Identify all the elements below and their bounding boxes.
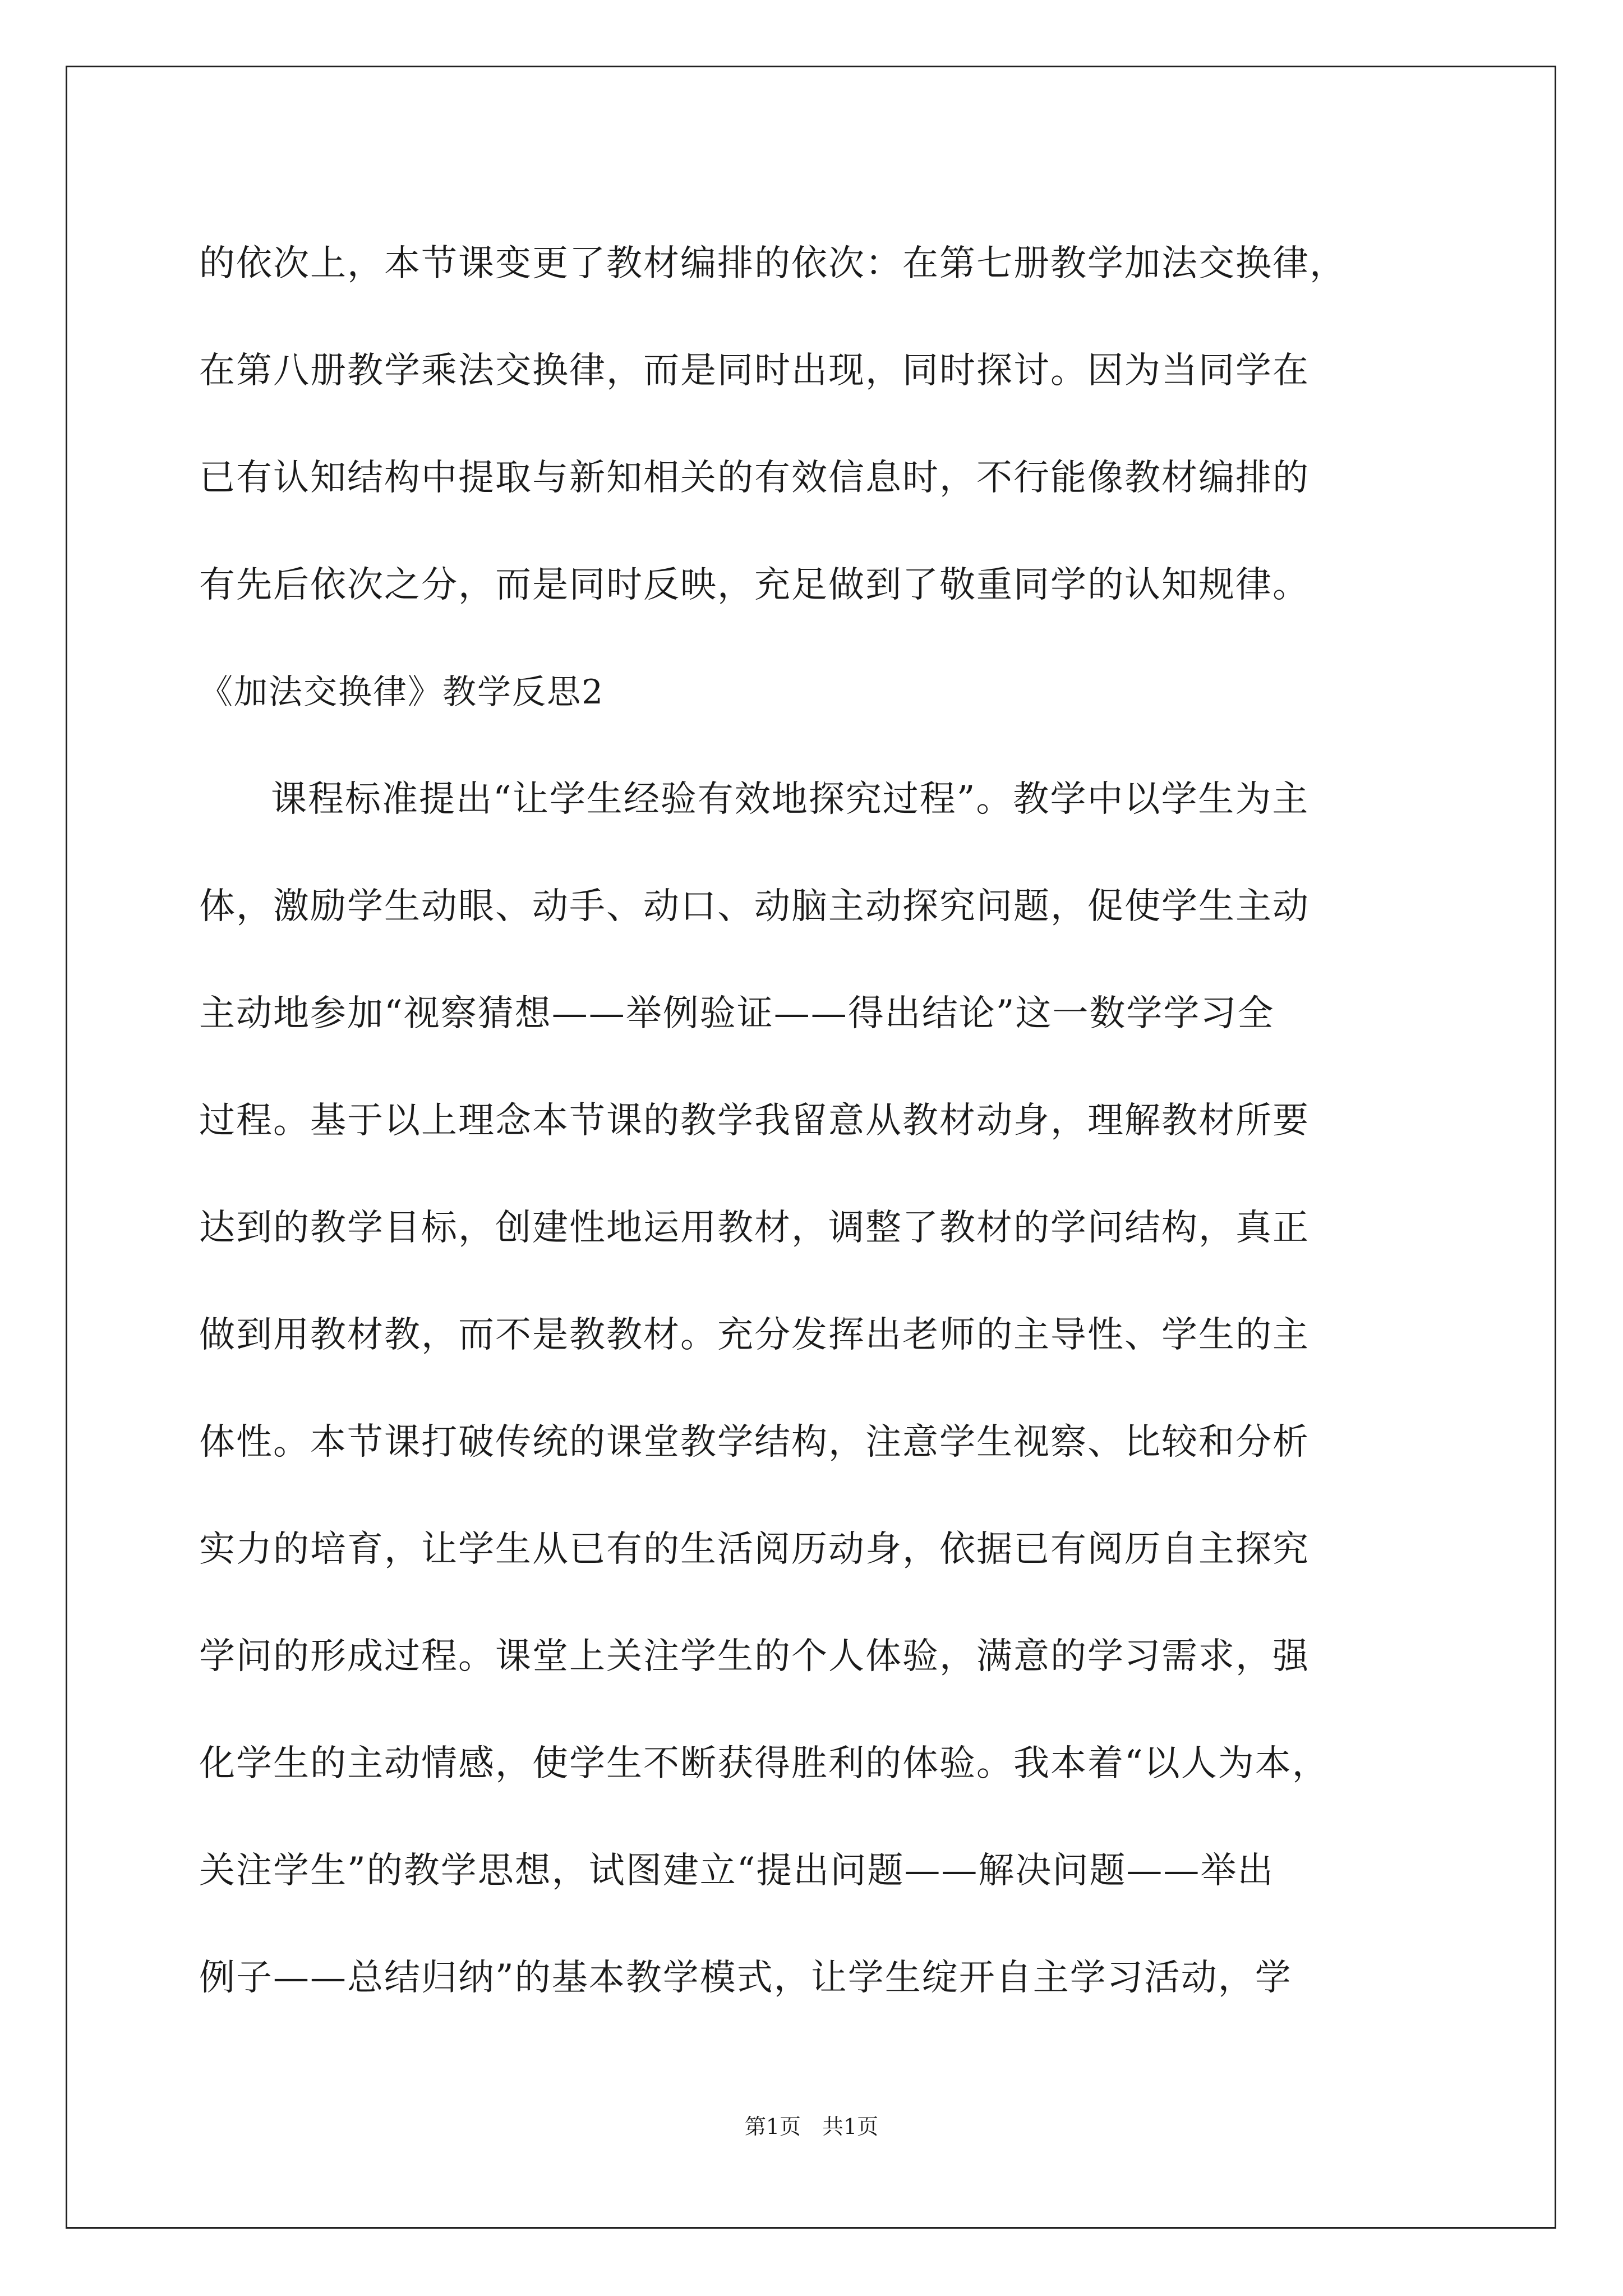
paragraph-line: 化学生的主动情感，使学生不断获得胜利的体验。我本着“以人为本， — [199, 1743, 1329, 1784]
document-body — [199, 210, 1433, 2032]
paragraph-line: 过程。基于以上理念本节课的教学我留意从教材动身，理解教材所要 — [199, 1100, 1310, 1142]
paragraph-line: 学问的形成过程。课堂上关注学生的个人体验，满意的学习需求，强 — [199, 1636, 1310, 1677]
paragraph-line: 达到的教学目标，创建性地运用教材，调整了教材的学问结构，真正 — [199, 1207, 1310, 1249]
paragraph-line: 体，激励学生动眼、动手、动口、动脑主动探究问题，促使学生主动 — [199, 886, 1310, 927]
paragraph-line: 例子——总结归纳”的基本教学模式，让学生绽开自主学习活动，学 — [199, 1957, 1292, 1999]
paragraph-line: 体性。本节课打破传统的课堂教学结构，注意学生视察、比较和分析 — [199, 1421, 1310, 1463]
section-title: 《加法交换律》教学反思2 — [199, 673, 605, 712]
page-footer: 第1页 共1页 — [744, 2114, 879, 2139]
text-line: 的依次上，本节课变更了教材编排的依次：在第七册教学加法交换律， — [199, 243, 1347, 284]
text-line: 已有认知结构中提取与新知相关的有效信息时，不行能像教材编排的 — [199, 457, 1310, 499]
paragraph-line: 做到用教材教，而不是教教材。充分发挥出老师的主导性、学生的主 — [199, 1314, 1310, 1356]
paragraph-line: 主动地参加“视察猜想——举例验证——得出结论”这一数学学习全 — [199, 993, 1275, 1034]
text-line: 有先后依次之分，而是同时反映，充足做到了敬重同学的认知规律。 — [199, 564, 1310, 606]
paragraph-line: 实力的培育，让学生从已有的生活阅历动身，依据已有阅历自主探究 — [199, 1529, 1310, 1570]
paragraph-line: 课程标准提出“让学生经验有效地探究过程”。教学中以学生为主 — [271, 779, 1310, 820]
paragraph-line: 关注学生”的教学思想，试图建立“提出问题——解决问题——举出 — [199, 1850, 1275, 1892]
text-line: 在第八册教学乘法交换律，而是同时出现，同时探讨。因为当同学在 — [199, 350, 1310, 392]
